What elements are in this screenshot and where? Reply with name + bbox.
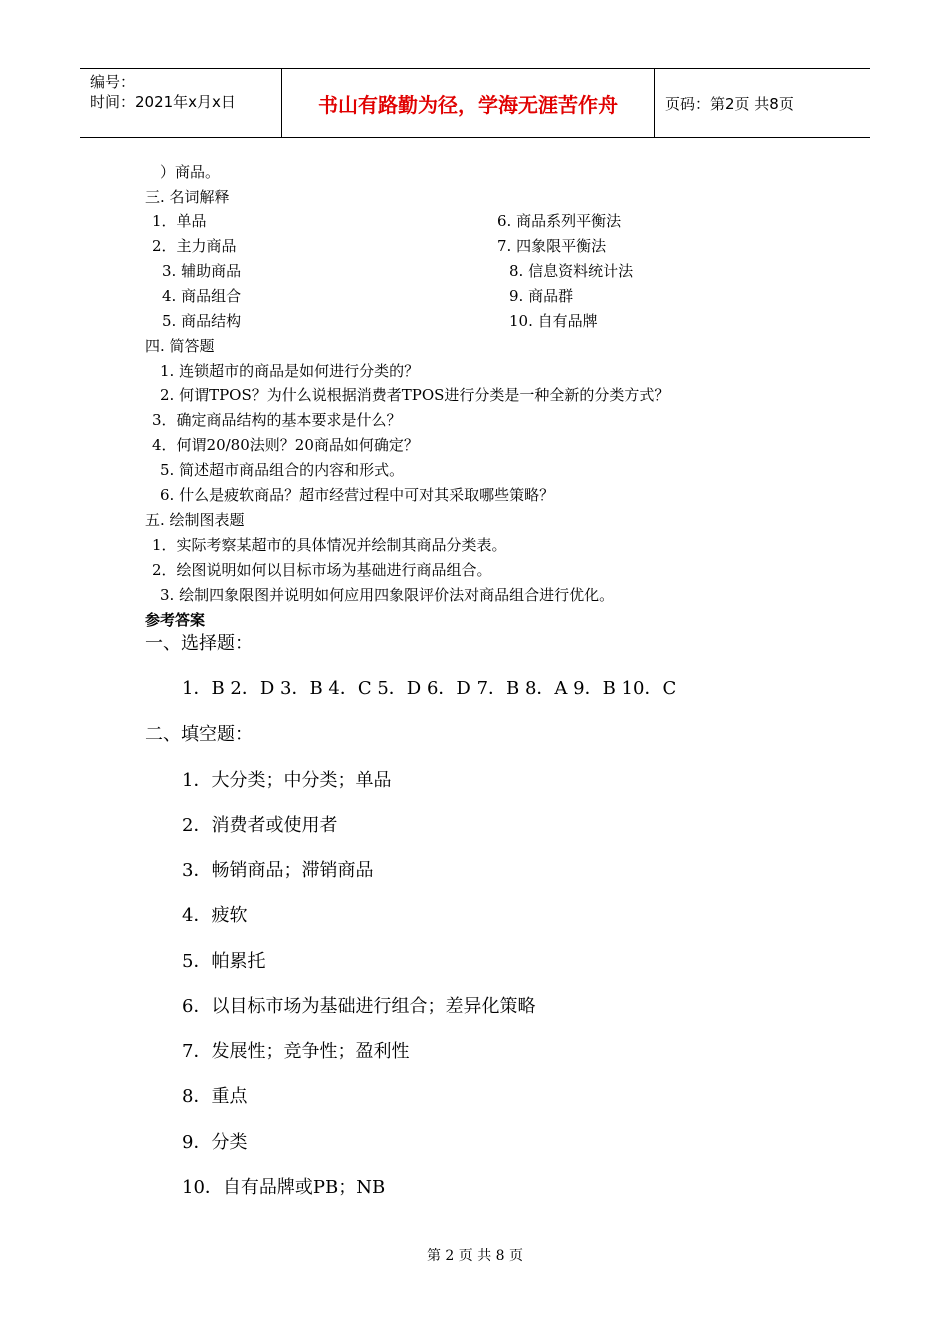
question-item: 3．确定商品结构的基本要求是什么？	[152, 411, 402, 429]
fill-answer: 4．疲软	[182, 905, 248, 926]
fill-answer: 5．帕累托	[182, 951, 266, 972]
date-label: 时间：2021年x月x日	[90, 93, 236, 111]
fill-answer: 1．大分类；中分类；单品	[182, 770, 392, 791]
header-divider	[654, 69, 655, 137]
term-item: 1．单品	[152, 212, 207, 230]
serial-label: 编号：	[90, 73, 136, 91]
term-item: 5. 商品结构	[162, 312, 242, 330]
term-item: 9. 商品群	[509, 287, 574, 305]
question-item: 3. 绘制四象限图并说明如何应用四象限评价法对商品组合进行优化。	[160, 586, 615, 604]
page-header	[80, 68, 870, 138]
question-item: 2．绘图说明如何以目标市场为基础进行商品组合。	[152, 561, 492, 579]
question-item: 6. 什么是疲软商品？超市经营过程中可对其采取哪些策略？	[160, 486, 555, 504]
fill-answer: 8．重点	[182, 1086, 248, 1107]
page-footer: 第 2 页 共 8 页	[426, 1248, 524, 1264]
question-item: 2. 何谓TPOS？为什么说根据消费者TPOS进行分类是一种全新的分类方式？	[160, 386, 670, 404]
fill-answer: 3．畅销商品；滞销商品	[182, 860, 374, 881]
section-title: 五. 绘制图表题	[145, 511, 245, 529]
header-page-info: 页码：第2页 共8页	[665, 94, 794, 113]
term-item: 10. 自有品牌	[509, 312, 598, 330]
fill-answer: 7．发展性；竞争性；盈利性	[182, 1041, 410, 1062]
question-item: 1. 连锁超市的商品是如何进行分类的？	[160, 362, 420, 380]
section-title: 三. 名词解释	[145, 188, 230, 206]
term-item: 8. 信息资料统计法	[509, 262, 634, 280]
fill-answer: 2．消费者或使用者	[182, 815, 338, 836]
fill-answer: 10．自有品牌或PB；NB	[182, 1177, 386, 1198]
header-motto: 书山有路勤为径，学海无涯苦作舟	[318, 92, 618, 117]
term-item: 3. 辅助商品	[162, 262, 242, 280]
question-item: 1．实际考察某超市的具体情况并绘制其商品分类表。	[152, 536, 507, 554]
section-title: 四. 简答题	[145, 337, 215, 355]
fill-answer: 6．以目标市场为基础进行组合；差异化策略	[182, 996, 536, 1017]
header-meta	[90, 72, 236, 112]
term-item: 6. 商品系列平衡法	[497, 212, 622, 230]
question-item: 4．何谓20/80法则？20商品如何确定？	[152, 436, 419, 454]
answers-title: 参考答案	[145, 611, 206, 629]
question-item: 5. 简述超市商品组合的内容和形式。	[160, 461, 405, 479]
term-item: 4. 商品组合	[162, 287, 242, 305]
term-item: 7. 四象限平衡法	[497, 237, 607, 255]
fill-answer: 9．分类	[182, 1132, 248, 1153]
answer-section-title: 一、选择题：	[145, 633, 253, 654]
continuation-text: ）商品。	[160, 163, 221, 181]
term-item: 2．主力商品	[152, 237, 237, 255]
choice-answers: 1．B 2．D 3．B 4．C 5．D 6．D 7．B 8．A 9．B 10．C	[182, 678, 677, 699]
answer-section-title: 二、填空题：	[145, 724, 253, 745]
